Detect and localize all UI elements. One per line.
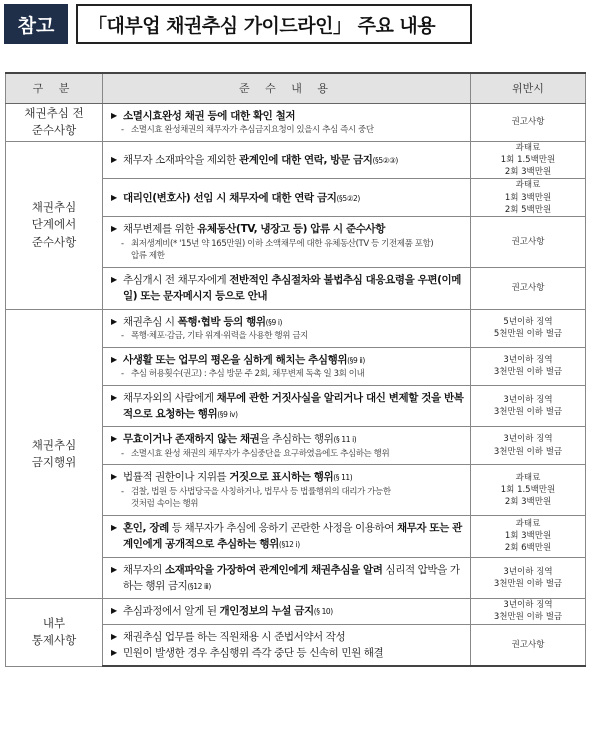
text-segment: 심리적 압박을 가하는 행위 금지: [123, 563, 460, 592]
header: [4, 4, 472, 44]
text-segment: 소멸시효완성 채권 등에 대한 확인 철저: [123, 109, 296, 122]
penalty-cell: [471, 141, 586, 179]
dash-mark: -: [121, 330, 124, 341]
penalty-cell: [471, 103, 586, 141]
content-cell: [103, 347, 471, 385]
text-segment: 법률적 권한이나 지위를: [123, 471, 230, 484]
content-cell: [103, 217, 471, 268]
penalty-line: 1회 1.5백만원: [500, 484, 556, 495]
content-cell: [103, 599, 471, 625]
sub-note: [111, 238, 466, 251]
penalty-cell: [471, 347, 586, 385]
table-row: [6, 103, 586, 141]
category-line: 준수사항: [31, 234, 77, 249]
text-segment: 무효이거나 존재하지 않는 채권: [123, 433, 260, 446]
item-body: [123, 272, 466, 305]
penalty-line: 1회 3백만원: [504, 192, 552, 203]
text-segment: 추심개시 전 채무자에게: [123, 274, 230, 287]
sub-note: [111, 448, 466, 461]
item-text: [111, 603, 466, 619]
penalty-line: 2회 5백만원: [504, 205, 552, 216]
penalty-line: 1회 3백만원: [504, 531, 552, 542]
penalty-line: 과태료: [515, 142, 541, 153]
text-segment: 관계인에 대한 연락, 방문 금지: [239, 153, 373, 166]
text-segment: 폭행·협박 등의 행위: [177, 315, 266, 328]
arrow-icon: ▶: [111, 154, 117, 164]
penalty-line: 5천만원 이하 벌금: [493, 329, 563, 340]
penalty-line: 3년이하 징역: [503, 434, 553, 445]
arrow-icon: ▶: [111, 564, 117, 574]
category-line: 단계에서: [31, 217, 77, 232]
penalty-line: 권고사항: [511, 283, 545, 294]
text-segment: 채무에 관한 거짓사실을 알리거나 대신 변제할 것을 반복적으로 요청하는 행위: [123, 391, 464, 420]
arrow-icon: ▶: [111, 472, 117, 482]
sub-note-cont: 압류 제한: [131, 251, 165, 262]
reference-tag: 참고: [4, 4, 68, 44]
penalty-cell: [471, 465, 586, 516]
item-body: [123, 603, 333, 619]
text-segment: 등 채무자가 추심에 응하기 곤란한 사정을 이용하여: [168, 522, 397, 535]
content-cell: [103, 141, 471, 179]
arrow-icon: ▶: [111, 192, 117, 202]
category-cell: [6, 309, 103, 598]
text-segment: 채무자 또는 관계인에게 공개적으로 추심하는 행위: [123, 522, 462, 551]
penalty-line: 2회 6백만원: [504, 543, 552, 554]
arrow-icon: ▶: [111, 110, 117, 120]
penalty-line: 2회 3백만원: [504, 167, 552, 178]
penalty-line: 3천만원 이하 벌금: [493, 578, 563, 589]
sub-note-text: 소멸시효 완성 채권의 채무자가 추심중단을 요구하였음에도 추심하는 행위: [131, 448, 390, 459]
text-segment: 전반적인 추심절차와 불법추심 대응요령을 우편(이메일) 또는 문자메시지 등으로 안내: [123, 274, 462, 303]
section-ref: (§ 11 ⅰ): [333, 435, 357, 445]
item-text: [111, 645, 466, 661]
penalty-line: 3천만원 이하 벌금: [493, 406, 563, 417]
section-ref: (§12 ⅲ): [187, 581, 211, 591]
content-cell: [103, 427, 471, 465]
penalty-line: 3천만원 이하 벌금: [493, 612, 563, 623]
category-line: 내부: [42, 616, 66, 631]
item-body: [123, 562, 466, 595]
arrow-icon: ▶: [111, 647, 117, 657]
text-segment: 채무자 소재파악을 제외한: [123, 153, 239, 166]
item-text: [111, 520, 466, 553]
sub-note: [111, 486, 466, 499]
sub-note: [111, 124, 466, 137]
content-cell: [103, 103, 471, 141]
penalty-line: 3년이하 징역: [503, 354, 553, 365]
penalty-line: 과태료: [515, 472, 541, 483]
arrow-icon: ▶: [111, 606, 117, 616]
item-body: [123, 520, 466, 553]
text-segment: 혼인, 장례: [123, 522, 169, 535]
content-cell: [103, 465, 471, 516]
item-body: [123, 390, 466, 423]
arrow-icon: ▶: [111, 392, 117, 402]
dash-mark: -: [121, 124, 124, 135]
sub-note-text: 추심 허용횟수(권고) : 추심 방문 주 2회, 채무변제 독촉 일 3회 이내: [131, 368, 365, 379]
arrow-icon: ▶: [111, 224, 117, 234]
item-text: [111, 629, 466, 645]
content-cell: [103, 268, 471, 310]
dash-mark: -: [121, 448, 124, 459]
content-cell: [103, 516, 471, 558]
penalty-line: 3천만원 이하 벌금: [493, 446, 563, 457]
category-line: 금지행위: [31, 454, 77, 469]
penalty-cell: [471, 179, 586, 217]
text-segment: 사생활 또는 업무의 평온을 심하게 해치는 추심행위: [123, 353, 348, 366]
text-segment: 채권추심 업무를 하는 직원채용 시 준법서약서 작성: [123, 630, 346, 643]
item-body: [123, 108, 295, 124]
penalty-line: 3년이하 징역: [503, 394, 553, 405]
arrow-icon: ▶: [111, 275, 117, 285]
text-segment: 채무변제를 위한: [123, 223, 198, 236]
penalty-cell: [471, 557, 586, 599]
item-body: [123, 152, 398, 168]
text-segment: 거짓으로 표시하는 행위: [229, 471, 334, 484]
item-text: [111, 108, 466, 124]
table-row: [6, 309, 586, 347]
penalty-line: 3년이하 징역: [503, 566, 553, 577]
section-ref: (§9 ⅱ): [347, 355, 365, 365]
item-body: [123, 221, 385, 237]
header-category: 구 분: [6, 73, 103, 103]
item-text: [111, 190, 466, 206]
item-body: [123, 469, 352, 485]
item-text: [111, 469, 466, 485]
penalty-cell: [471, 268, 586, 310]
item-body: [123, 314, 282, 330]
text-segment: 소재파악을 가장하여 관계인에게 채권추심을 알려: [164, 563, 383, 576]
penalty-line: 과태료: [515, 180, 541, 191]
category-cell: [6, 103, 103, 141]
penalty-cell: [471, 309, 586, 347]
category-line: 통제사항: [31, 633, 77, 648]
sub-note-text: 최저생계비(* '15년 약 165만원) 이하 소액채무에 대한 유체동산(TV 등 기전제품 포함): [131, 238, 434, 249]
content-cell: [103, 624, 471, 666]
penalty-line: 3년이하 징역: [503, 600, 553, 611]
text-segment: 개인정보의 누설 금지: [219, 605, 314, 618]
item-body: [123, 431, 356, 447]
section-ref: (§ 11): [333, 473, 353, 483]
header-content: 준 수 내 용: [103, 73, 471, 103]
arrow-icon: ▶: [111, 631, 117, 641]
penalty-cell: [471, 624, 586, 666]
category-line: 채권추심: [31, 200, 77, 215]
text-segment: 추심과정에서 알게 된: [123, 605, 220, 618]
text-segment: 을 추심하는 행위: [259, 433, 334, 446]
penalty-cell: [471, 599, 586, 625]
table-row: [6, 599, 586, 625]
section-ref: (§12 ⅰ): [278, 540, 300, 550]
sub-note: [111, 330, 466, 343]
item-text: [111, 562, 466, 595]
sub-note-text: 폭행·체포·감금, 기타 위계·위력을 사용한 행위 금지: [131, 330, 308, 341]
item-text: [111, 221, 466, 237]
penalty-cell: [471, 385, 586, 427]
sub-note-text: 소멸시효 완성채권의 채무자가 추심금지요청이 있을시 추심 즉시 중단: [131, 124, 374, 135]
text-segment: 대리인(변호사) 선임 시 채무자에 대한 연락 금지: [123, 191, 337, 204]
item-body: [123, 629, 345, 645]
content-cell: [103, 557, 471, 599]
sub-note: [111, 368, 466, 381]
dash-mark: -: [121, 486, 124, 497]
table-header-row: [6, 73, 586, 103]
penalty-line: 2회 3백만원: [504, 497, 552, 508]
category-cell: [6, 141, 103, 309]
arrow-icon: ▶: [111, 316, 117, 326]
item-body: [123, 645, 383, 661]
section-ref: (§9 ⅳ): [217, 409, 238, 419]
text-segment: 민원이 발생한 경우 추심행위 즉각 중단 등 신속히 민원 해결: [123, 646, 384, 659]
category-cell: [6, 599, 103, 667]
arrow-icon: ▶: [111, 354, 117, 364]
content-cell: [103, 179, 471, 217]
item-text: [111, 352, 466, 368]
section-ref: (§ 10): [313, 607, 333, 617]
item-body: [123, 352, 365, 368]
penalty-line: 1회 1.5백만원: [500, 154, 556, 165]
page-title: 「대부업 채권추심 가이드라인」 주요 내용: [76, 4, 472, 44]
penalty-line: 5년이하 징역: [503, 316, 553, 327]
section-ref: (§5②2): [336, 193, 360, 203]
text-segment: 채무자의: [123, 563, 165, 576]
penalty-line: 3천만원 이하 벌금: [493, 367, 563, 378]
penalty-cell: [471, 427, 586, 465]
content-cell: [103, 309, 471, 347]
section-ref: (§5②③): [372, 155, 398, 165]
item-text: [111, 314, 466, 330]
item-text: [111, 272, 466, 305]
item-text: [111, 390, 466, 423]
penalty-cell: [471, 217, 586, 268]
penalty-line: 과태료: [515, 518, 541, 529]
penalty-line: 권고사항: [511, 116, 545, 127]
dash-mark: -: [121, 368, 124, 379]
dash-mark: -: [121, 238, 124, 249]
category-line: 채권추심: [31, 437, 77, 452]
category-line: 준수사항: [31, 123, 77, 137]
penalty-line: 권고사항: [511, 237, 545, 248]
item-text: [111, 431, 466, 447]
arrow-icon: ▶: [111, 523, 117, 533]
text-segment: 채권추심 시: [123, 315, 178, 328]
content-cell: [103, 385, 471, 427]
guideline-table: [5, 72, 586, 667]
item-body: [123, 190, 360, 206]
table-row: [6, 141, 586, 179]
category-line: 채권추심 전: [24, 105, 84, 120]
sub-note-text: 검찰, 법원 등 사법당국을 사칭하거나, 법무사 등 법률행위의 대리가 가능한: [131, 486, 391, 497]
item-text: [111, 152, 466, 168]
penalty-line: 권고사항: [511, 639, 545, 650]
penalty-cell: [471, 516, 586, 558]
sub-note-cont: 것처럼 속이는 행위: [131, 499, 199, 510]
text-segment: 채무자외의 사람에게: [123, 391, 217, 404]
text-segment: 유체동산(TV, 냉장고 등) 압류 시 준수사항: [197, 223, 386, 236]
header-penalty: 위반시: [471, 73, 586, 103]
section-ref: (§9 ⅰ): [265, 317, 283, 327]
arrow-icon: ▶: [111, 434, 117, 444]
